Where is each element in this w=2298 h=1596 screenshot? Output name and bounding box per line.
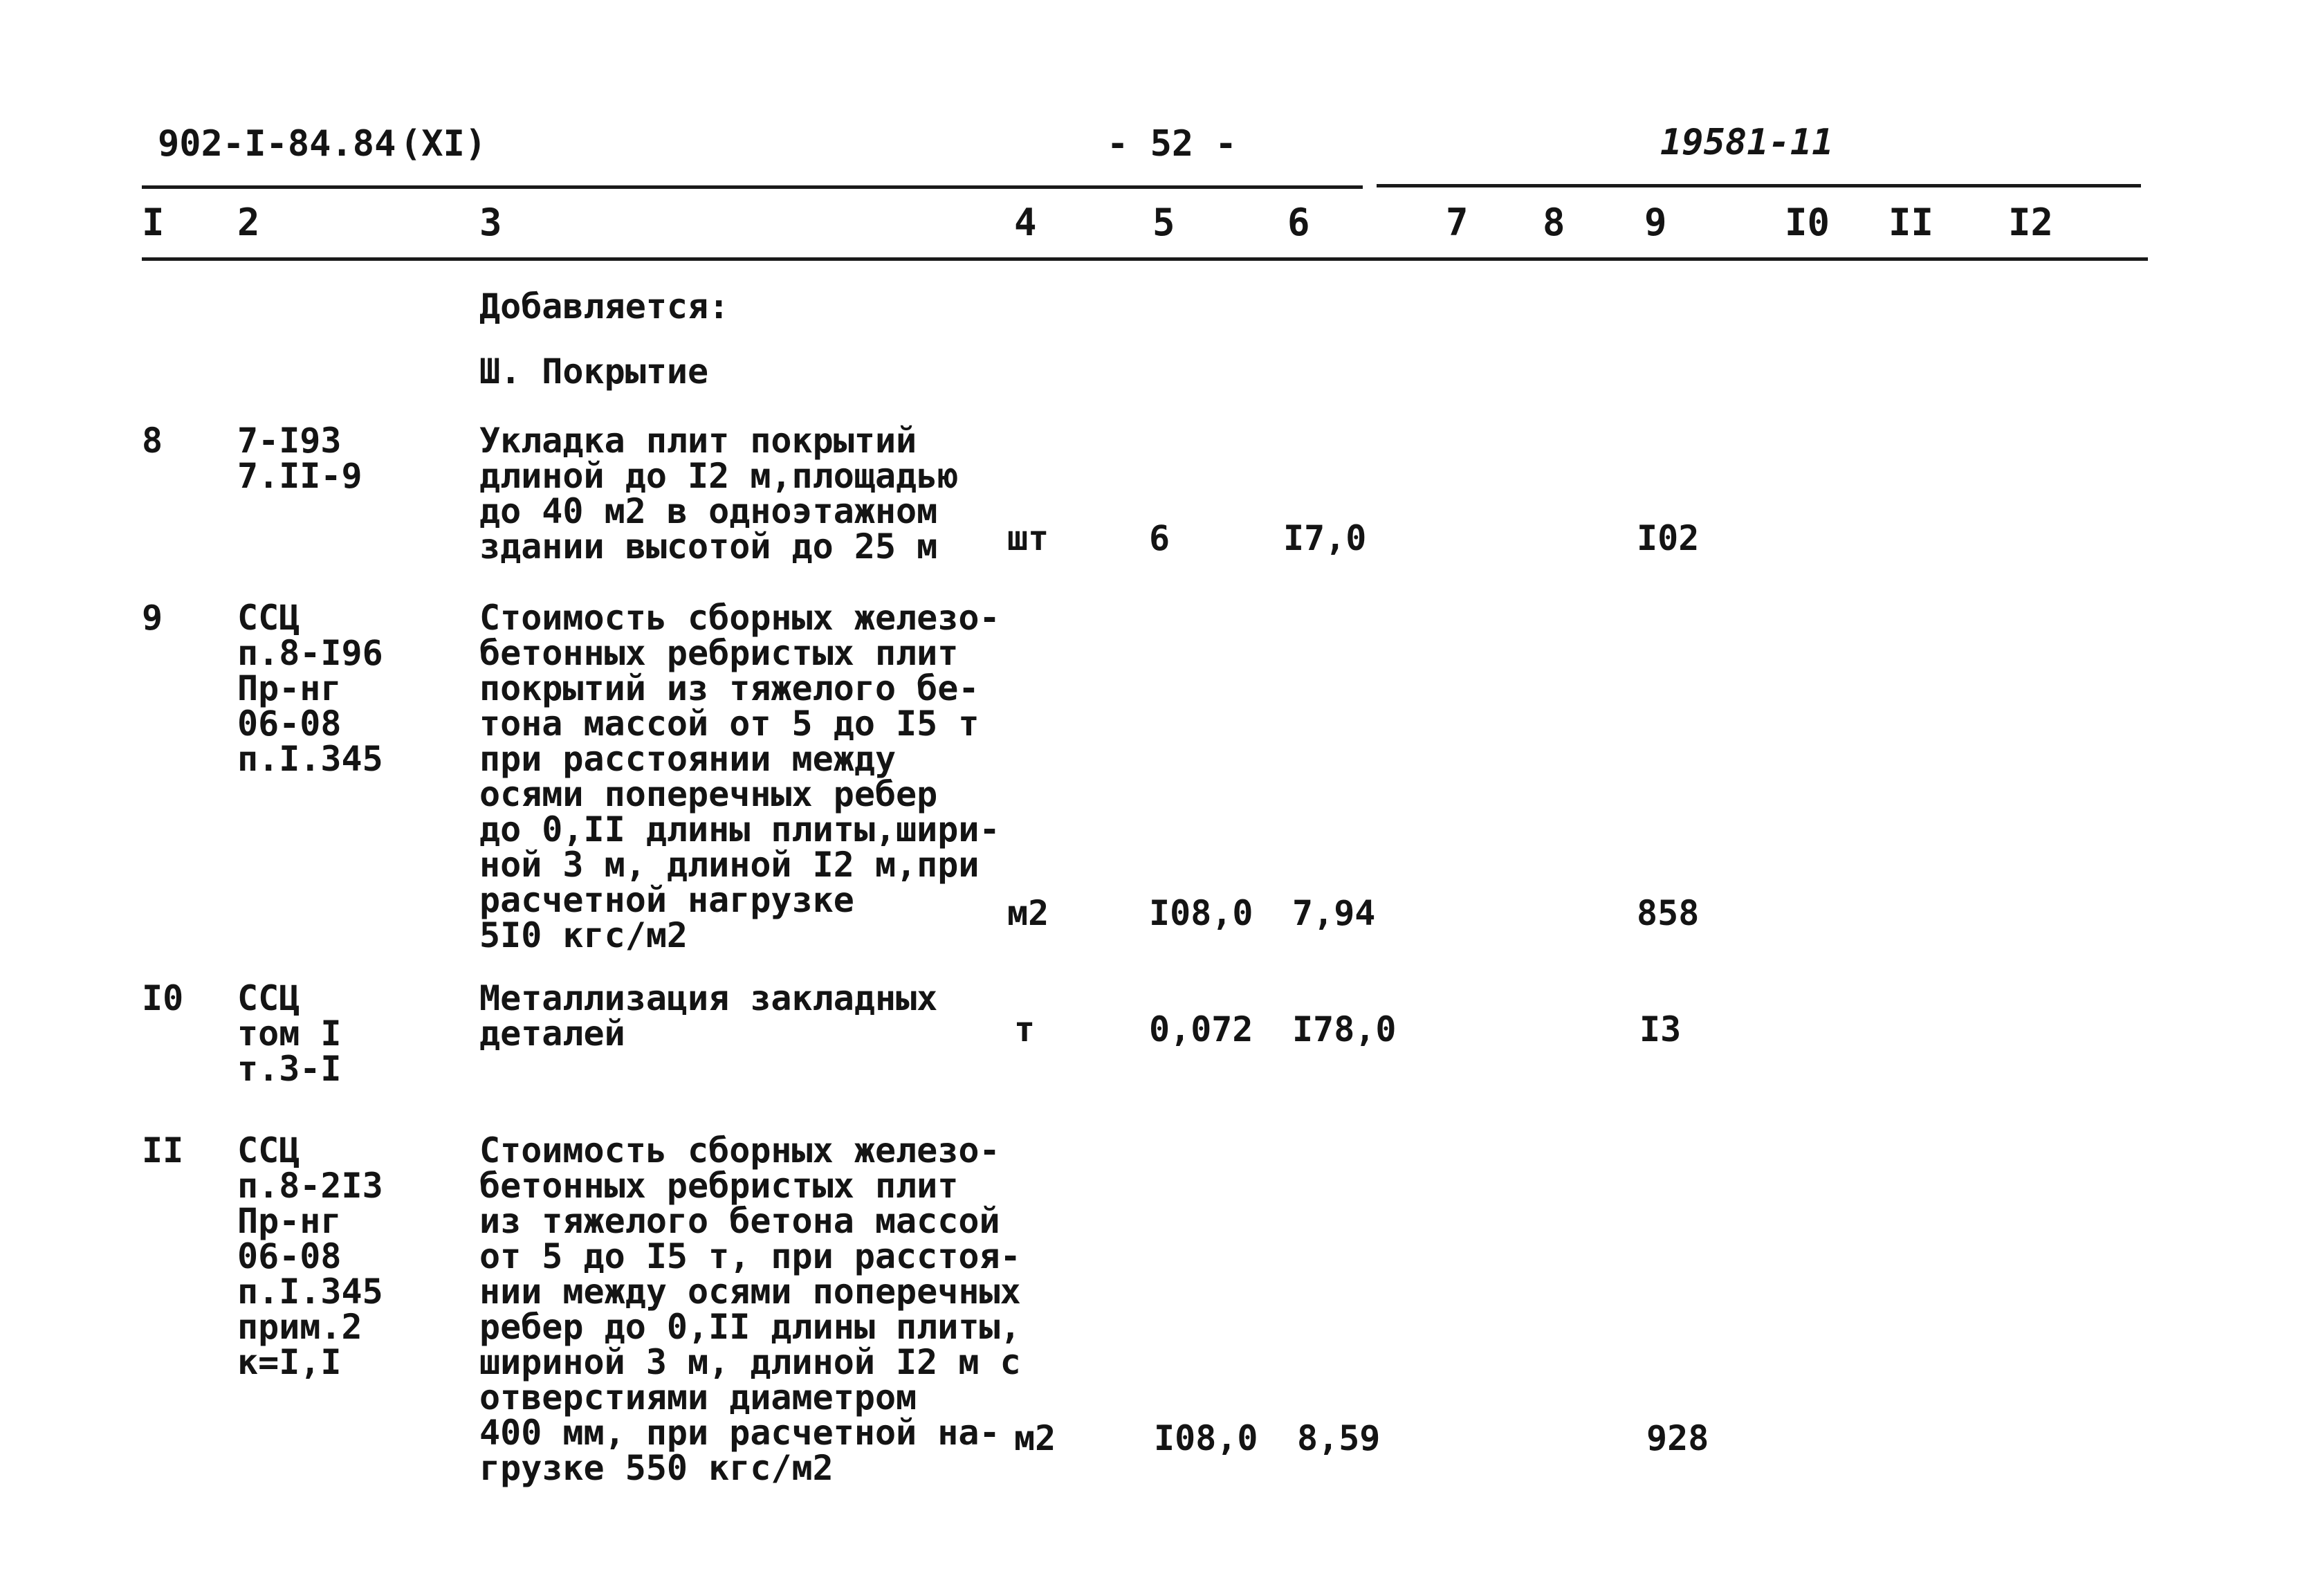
column-number: 7 [1446,201,1469,244]
column-number: 5 [1152,201,1175,244]
row-description: Металлизация закладных деталей [479,978,938,1054]
column-number: I0 [1785,201,1830,244]
row-description: Стоимость сборных железо- бетонных ребристых плит из тяжелого бетона массой от 5 до I5 т, при расстоя- нии между осями поперечных ребер до 0,II длины плиты, шириной 3 м, длиной I2 м с отверстиями диаметром 400 мм, при расчетной на- грузке 550 кгс/м2 [479,1130,1021,1488]
row-price: I7,0 [1283,518,1367,558]
row-price: 7,94 [1292,893,1376,933]
column-number: I [142,201,165,244]
document-part: (XI) [400,123,487,165]
row-total: 858 [1637,893,1700,933]
row-unit: шт [1007,518,1049,558]
document-code: 902-I-84.84 [158,123,396,165]
top-rule-left [142,185,1363,189]
row-basis: ССЦ п.8-I96 Пр-нг 06-08 п.I.345 [237,598,383,779]
row-total: I02 [1637,518,1700,558]
page-number: - 52 - [1107,123,1237,165]
column-number: 3 [479,201,502,244]
column-number: 6 [1287,201,1310,244]
column-number: 9 [1644,201,1667,244]
row-description: Укладка плит покрытий длиной до I2 м,площадью до 40 м2 в одноэтажном здании высотой до 25 м [479,421,959,567]
column-number: 2 [237,201,260,244]
row-description: Стоимость сборных железо- бетонных ребристых плит покрытий из тяжелого бе- тона массой от 5 до I5 т при расстоянии между осями поперечных ребер до 0,II длины плиты,шири- ной 3 м, длиной I2 м,при расчетной нагрузке 5I0 кгс/м2 [479,598,1000,955]
row-price: I78,0 [1292,1009,1397,1049]
row-quantity: I08,0 [1149,893,1253,933]
row-unit: м2 [1014,1418,1056,1458]
column-number: I2 [2008,201,2054,244]
row-number: II [142,1130,184,1171]
row-number: I0 [142,978,184,1018]
section-title: Ш. Покрытие [479,351,709,392]
top-rule-right [1377,184,2141,187]
archive-number: 19581-11 [1660,122,1834,163]
row-quantity: 6 [1149,518,1170,558]
row-basis: 7-I93 7.II-9 [237,421,362,496]
row-basis: ССЦ п.8-2I3 Пр-нг 06-08 п.I.345 прим.2 к=I,I [237,1130,383,1382]
row-price: 8,59 [1297,1418,1381,1458]
row-number: 9 [142,598,163,638]
row-total: I3 [1639,1009,1682,1049]
column-header-rule [142,257,2148,261]
row-unit: т [1014,1009,1036,1049]
row-basis: ССЦ том I т.3-I [237,978,342,1089]
row-total: 928 [1646,1418,1709,1458]
row-number: 8 [142,421,163,461]
row-unit: м2 [1007,893,1049,933]
row-quantity: I08,0 [1154,1418,1258,1458]
column-number: II [1888,201,1934,244]
column-number: 4 [1014,201,1037,244]
section-added-label: Добавляется: [479,286,730,327]
row-quantity: 0,072 [1149,1009,1253,1049]
column-number: 8 [1543,201,1565,244]
